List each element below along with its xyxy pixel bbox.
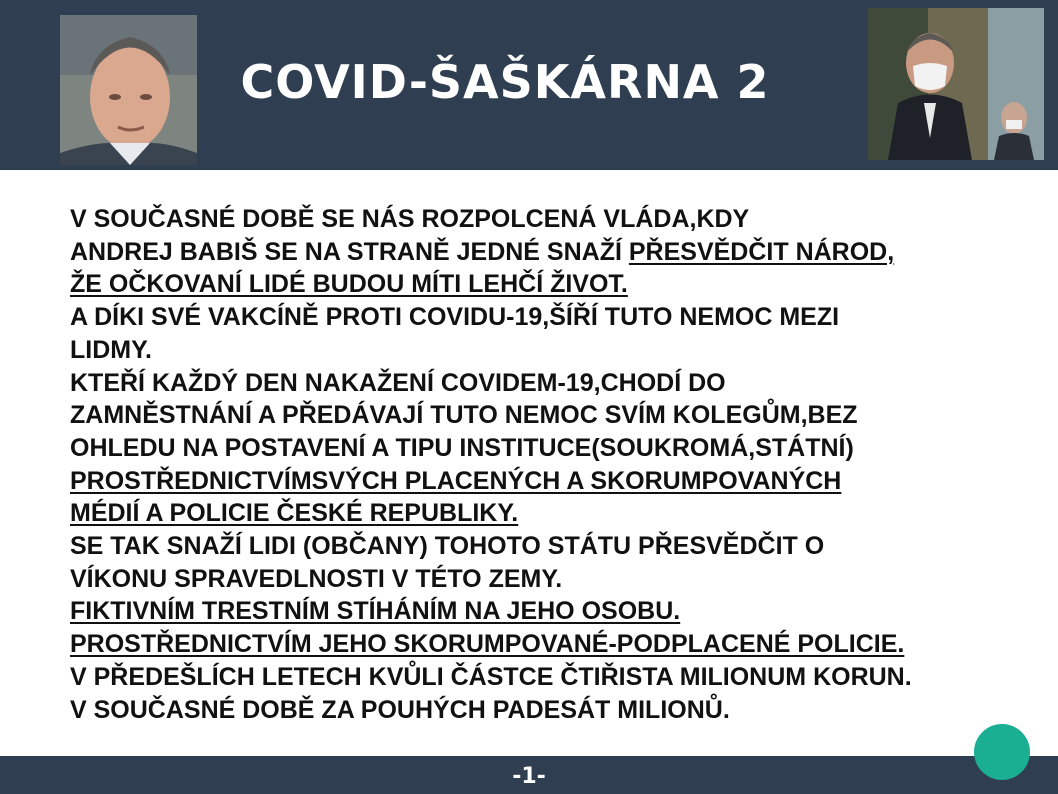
body-line: FIKTIVNÍM TRESTNÍM STÍHÁNÍM NA JEHO OSOBU. <box>70 597 681 626</box>
body-line: MÉDIÍ A POLICIE ČESKÉ REPUBLIKY. <box>70 499 519 528</box>
slide-body <box>70 203 1058 726</box>
slide-title: COVID-ŠAŠKÁRNA 2 <box>240 55 770 109</box>
body-line: SE TAK SNAŽÍ LIDI (OBČANY) TOHOTO STÁTU PŘESVĚDČIT O <box>70 532 825 561</box>
body-line: ŽE OČKOVANÍ LIDÉ BUDOU MÍTI LEHČÍ ŽIVOT. <box>70 270 628 299</box>
masked-man-photo-icon <box>868 8 1044 160</box>
body-line: PROSTŘEDNICTVÍMSVÝCH PLACENÝCH A SKORUMPOVANÝCH <box>70 466 842 495</box>
body-line: LIDMY. <box>70 335 152 364</box>
body-line: ZAMNĚSTNÁNÍ A PŘEDÁVAJÍ TUTO NEMOC SVÍM KOLEGŮM,BEZ <box>70 401 858 430</box>
page-number: -1- <box>512 764 546 789</box>
body-line: V PŘEDEŠLÍCH LETECH KVŮLI ČÁSTCE ČTIŘISTA MILIONUM KORUN. <box>70 662 912 691</box>
body-line: V SOUČASNÉ DOBĚ SE NÁS ROZPOLCENÁ VLÁDA,KDY <box>70 205 750 233</box>
body-line: V SOUČASNÉ DOBĚ ZA POUHÝCH PADESÁT MILIONŮ. <box>70 695 730 724</box>
portrait-photo-icon <box>60 15 197 165</box>
body-line: A DÍKI SVÉ VAKCÍNĚ PROTI COVIDU-19,ŠÍŘÍ TUTO NEMOC MEZI <box>70 303 840 332</box>
body-line: KTEŘÍ KAŽDÝ DEN NAKAŽENÍ COVIDEM-19,CHODÍ DO <box>70 368 726 397</box>
body-line: PROSTŘEDNICTVÍM JEHO SKORUMPOVANÉ-PODPLACENÉ POLICIE. <box>70 630 905 659</box>
body-line: VÍKONU SPRAVEDLNOSTI V TÉTO ZEMY. <box>70 564 563 593</box>
circle-icon[interactable] <box>974 724 1030 780</box>
body-line: OHLEDU NA POSTAVENÍ A TIPU INSTITUCE(SOUKROMÁ,STÁTNÍ) <box>70 433 854 462</box>
body-line: ANDREJ BABIŠ SE NA STRANĚ JEDNÉ SNAŽÍ PŘESVĚDČIT NÁROD, <box>70 237 895 266</box>
